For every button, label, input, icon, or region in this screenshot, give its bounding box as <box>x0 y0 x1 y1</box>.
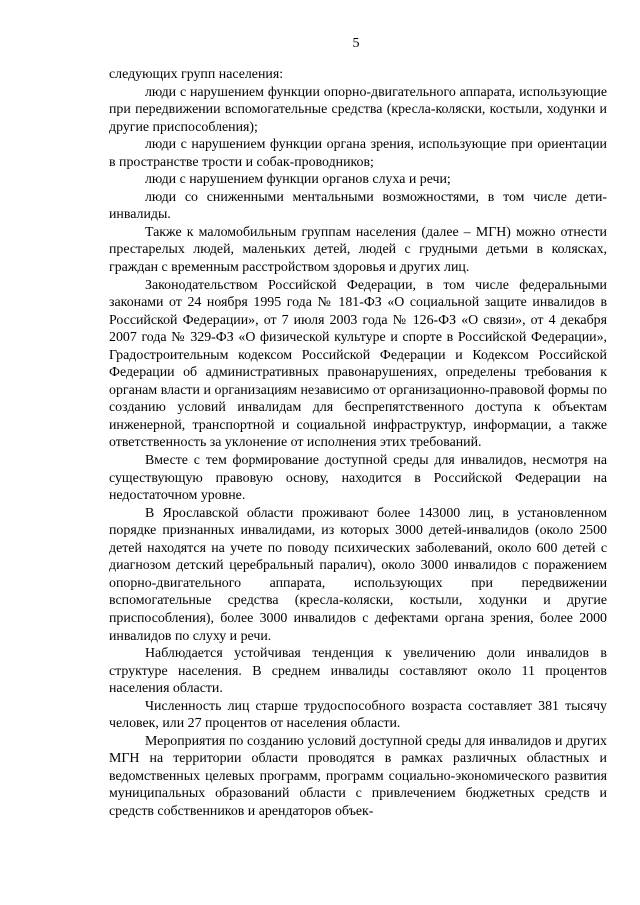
paragraph-intro: следующих групп населения: <box>109 67 284 82</box>
paragraph-list-item: люди с нарушением функции опорно-двигательного аппарата, использующие при передвижении вспомогательные средства (кресла-коляски, костыли, ходунки и другие приспособления); <box>109 84 607 135</box>
page-number: 5 <box>352 36 360 51</box>
paragraph: Законодательством Российской Федерации, в том числе федеральными законами от 24 ноября 1995 года № 181-ФЗ «О социальной защите инвалидов в Российской Федерации», от 7 июля 2003 года № 126-ФЗ «О связи», от 4 декабря 2007 года № 329-ФЗ «О физической культуре и спорте в Российской Федерации», Градостроительным кодексом Российской Федерации и Кодексом Российской Федерации об административных правонарушениях, определены требования к органам власти и организациям независимо от организационно-правовой формы по созданию условий инвалидам для беспрепятственного доступа к объектам инженерной, транспортной и социальной инфраструктур, информации, а также ответственность за уклонение от исполнения этих требований. <box>109 277 607 451</box>
paragraph: Численность лиц старше трудоспособного возраста составляет 381 тысячу человек, или 27 процентов от населения области. <box>109 698 607 732</box>
document-body <box>109 66 607 821</box>
paragraph-list-item: люди с нарушением функции органа зрения, использующие при ориентации в пространстве трости и собак-проводников; <box>109 137 607 170</box>
paragraph: Также к маломобильным группам населения (далее – МГН) можно отнести престарелых людей, маленьких детей, людей с грудными детьми в колясках, граждан с временным расстройством здоровья и других лиц. <box>109 224 607 276</box>
paragraph: В Ярославской области проживают более 143000 лиц, в установленном порядке признанных инвалидами, из которых 3000 детей-инвалидов (около 2500 детей находятся на учете по поводу психических заболеваний, около 600 детей с диагнозом детский церебральный паралич), около 3000 инвалидов с поражением опорно-двигательного аппарата, использующих при передвижении вспомогательные средства (кресла-коляски, костыли, ходунки и другие приспособления), более 3000 инвалидов с дефектами органа зрения, более 2000 инвалидов по слуху и речи. <box>109 505 607 644</box>
paragraph-list-item: люди с нарушением функции органов слуха и речи; <box>145 172 451 188</box>
paragraph: Наблюдается устойчивая тенденция к увеличению доли инвалидов в структуре населения. В среднем инвалиды составляют около 11 процентов населения области. <box>109 646 607 697</box>
paragraph: Мероприятия по созданию условий доступной среды для инвалидов и других МГН на территории области проводятся в рамках различных областных и ведомственных целевых программ, программ социально-экономического развития муниципальных образований области с привлечением бюджетных средств и средств собственников и арендаторов объек- <box>109 733 607 819</box>
paragraph-list-item: люди со сниженными ментальными возможностями, в том числе дети-инвалиды. <box>109 189 607 223</box>
paragraph: Вместе с тем формирование доступной среды для инвалидов, несмотря на существующую правовую основу, находится в Российской Федерации на недостаточном уровне. <box>109 453 607 504</box>
